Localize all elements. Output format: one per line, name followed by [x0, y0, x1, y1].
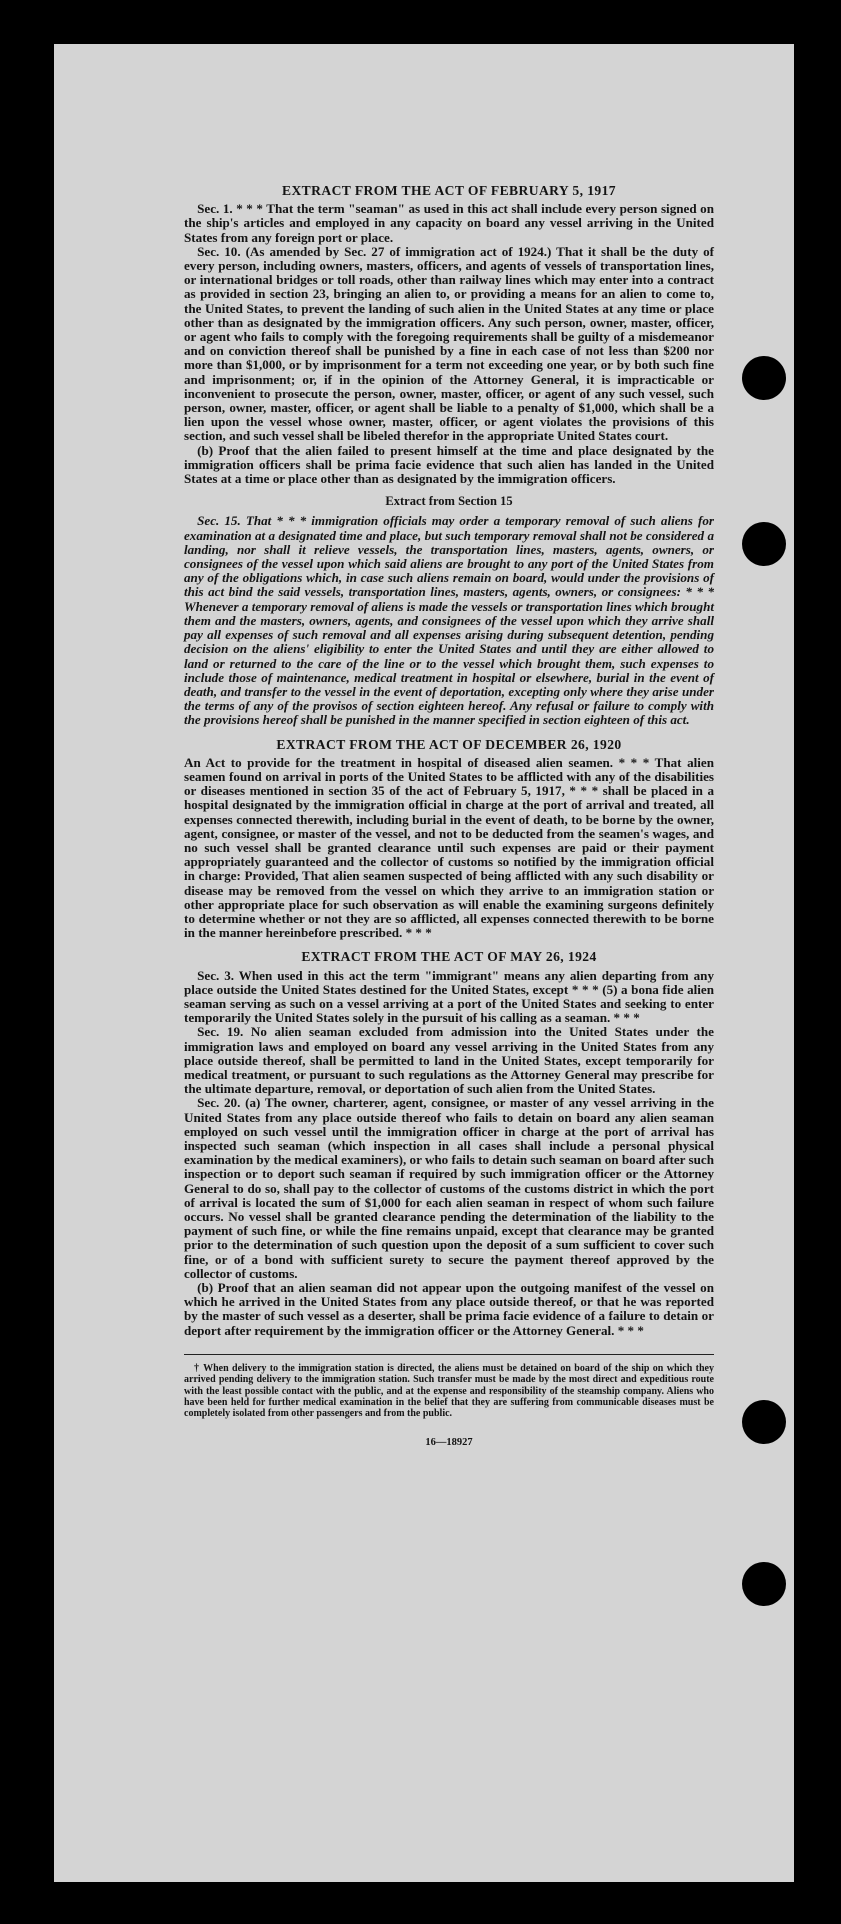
punch-hole-top-1: [742, 356, 786, 400]
act-1920-paragraph: An Act to provide for the treatment in hospital of diseased alien seamen. * * * That alien seamen found on arrival in ports of the United States to be afflicted with any of the disabilities or diseases mentioned in section 35 of the act of February 5, 1917, * * * shall be placed in a hospital designated by the immigration official in charge at the port of arrival and treated, all expenses connected therewith, including burial in the event of death, to be borne by the owner, agent, consignee, or master of the vessel, and not to be deducted from the seamen's wages, and no such vessel shall be granted clearance until such expenses are paid or their payment appropriately guaranteed and the collector of customs so notified by the immigration official in charge: Provided, That alien seamen suspected of being afflicted with any such disability or disease may be removed from the vessel on which they arrive to an immigration station or other appropriate place for such observation as will enable the examining surgeons definitely to determine whether or not they are so afflicted, all expenses connected therewith to be borne in the manner hereinbefore prescribed. * * *: [184, 754, 714, 941]
punch-hole-bottom-1: [742, 1400, 786, 1444]
punch-hole-top-2: [742, 522, 786, 566]
document-page: [54, 44, 794, 1882]
footnote-divider: [184, 1354, 714, 1355]
section-15-paragraph: Sec. 15. That * * * immigration officials may order a temporary removal of such aliens for examination at a designated time and place, but such temporary removal shall not be considered a landing, nor shall it relieve vessels, the transportation lines, masters, agents, owners, or consignees of the vessel upon which said aliens are brought to any port of the United States from any of the obligations which, in case such aliens remain on board, would under the provisions of this act bind the said vessels, transportation lines, masters, agents, owners, or consignees: * * * Whenever a temporary removal of aliens is made the vessels or transportation lines which brought them and the masters, owners, agents, and consignees of the vessel upon which they arrive shall pay all expenses of such removal and all expenses arising during subsequent detention, pending decision on the aliens' eligibility to enter the United States and until they are either allowed to land or returned to the care of the line or to the vessel which brought them, such expenses to include those of maintenance, medical treatment in hospital or elsewhere, burial in the event of death, and transfer to the vessel in the event of deportation, excepting only where they arise under the terms of any of the provisos of section eighteen hereof. Any refusal or failure to comply with the provisions hereof shall be punished in the manner specified in section eighteen of this act.: [184, 513, 714, 728]
heading-section-15: Extract from Section 15: [385, 494, 513, 509]
section-10b-paragraph: (b) Proof that the alien failed to present himself at the time and place designated by the immigration officers shall be prima facie evidence that such alien has landed in the United States at a time or place other than as designated by the immigration officers.: [184, 442, 714, 487]
heading-act-december-1920: EXTRACT FROM THE ACT OF DECEMBER 26, 1920: [276, 736, 622, 752]
section-19-paragraph: Sec. 19. No alien seaman excluded from admission into the United States under the immigration laws and employed on board any vessel arriving in the United States from any place outside thereof, shall be permitted to land in the United States, except temporarily for medical treatment, or pursuant to such regulations as the Attorney General may prescribe for the ultimate departure, removal, or deportation of such alien from the United States.: [184, 1024, 714, 1097]
footnote-text: † When delivery to the immigration station is directed, the aliens must be detained on board of the ship on which they arrived pending delivery to the immigration station. Such transfer must be made by the most direct and expeditious route with the least possible contact with the public, and at the expense and responsibility of the steamship company. Aliens who have been held for further medical examination in the belief that they are suffering from communicable diseases must be completely isolated from other passengers and from the public.: [184, 1362, 714, 1420]
section-15-block: [184, 514, 714, 727]
section-20a-paragraph: Sec. 20. (a) The owner, charterer, agent, consignee, or master of any vessel arriving in the United States from any place outside thereof who fails to detain on board any alien seaman employed on such vessel until the immigration officer in charge at the port of arrival has inspected such seaman (which inspection in all cases shall include a personal physical examination by the medical examiners), or who fails to detain such seaman on board after such inspection or to deport such seaman if required by such immigration officer or the Attorney General to do so, shall pay to the collector of customs of the customs district in which the port of arrival is located the sum of $1,000 for each alien seaman in respect of whom such failure occurs. No vessel shall be granted clearance pending the determination of the liability to the payment of such fine, or while the fine remains unpaid, except that clearance may be granted prior to the determination of such question upon the deposit of a sum sufficient to cover such fine, or of a bond with sufficient surety to secure the payment thereof approved by the collector of customs.: [184, 1095, 714, 1281]
section-3-paragraph: Sec. 3. When used in this act the term "immigrant" means any alien departing from any place outside the United States destined for the United States, except * * * (5) a bona fide alien seaman serving as such on a vessel arriving at a port of the United States and seeking to enter temporarily the United States solely in the pursuit of his calling as a seaman. * * *: [184, 967, 714, 1026]
heading-act-may-1924: EXTRACT FROM THE ACT OF MAY 26, 1924: [301, 949, 597, 965]
heading-act-february-1917: EXTRACT FROM THE ACT OF FEBRUARY 5, 1917: [282, 183, 616, 198]
form-number: 16—18927: [425, 1436, 473, 1448]
section-1-paragraph: Sec. 1. * * * That the term "seaman" as used in this act shall include every person signed on the ship's articles and employed in any capacity on board any vessel arriving in the United States from any foreign port or place.: [184, 201, 714, 245]
section-20b-paragraph: (b) Proof that an alien seaman did not appear upon the outgoing manifest of the vessel on which he arrived in the United States from any place outside thereof, or that he was reported by the master of such vessel as a deserter, shall be prima facie evidence of a failure to detain or deport after requirement by the immigration officer or the Attorney General. * * *: [184, 1280, 714, 1338]
document-body: [184, 184, 714, 1450]
footnote: [184, 1363, 714, 1420]
section-10-paragraph: Sec. 10. (As amended by Sec. 27 of immigration act of 1924.) That it shall be the duty of every person, including owners, masters, officers, and agents of vessels of transportation lines, or international bridges or toll roads, other than railway lines which may enter into a contract as provided in section 23, bringing an alien to, or providing a means for an alien to come to, the United States, to prevent the landing of such alien in the United States at any time or place other than as designated by the immigration officers. Any such person, owner, master, officer, or agent who fails to comply with the foregoing requirements shall be guilty of a misdemeanor and on conviction thereof shall be punished by a fine in each case of not less than $200 nor more than $1,000, or by imprisonment for a term not exceeding one year, or by both such fine and imprisonment; or, if in the opinion of the Attorney General, it is impracticable or inconvenient to prosecute the person, owner, master, officer, or agent of any such vessel, such person, owner, master, officer, or agent shall be liable to a penalty of $1,000, which shall be a lien upon the vessel whose owner, master, officer, or agent violates the provisions of this section, and such vessel shall be libeled therefor in the appropriate United States court.: [184, 243, 714, 444]
punch-hole-bottom-2: [742, 1562, 786, 1606]
